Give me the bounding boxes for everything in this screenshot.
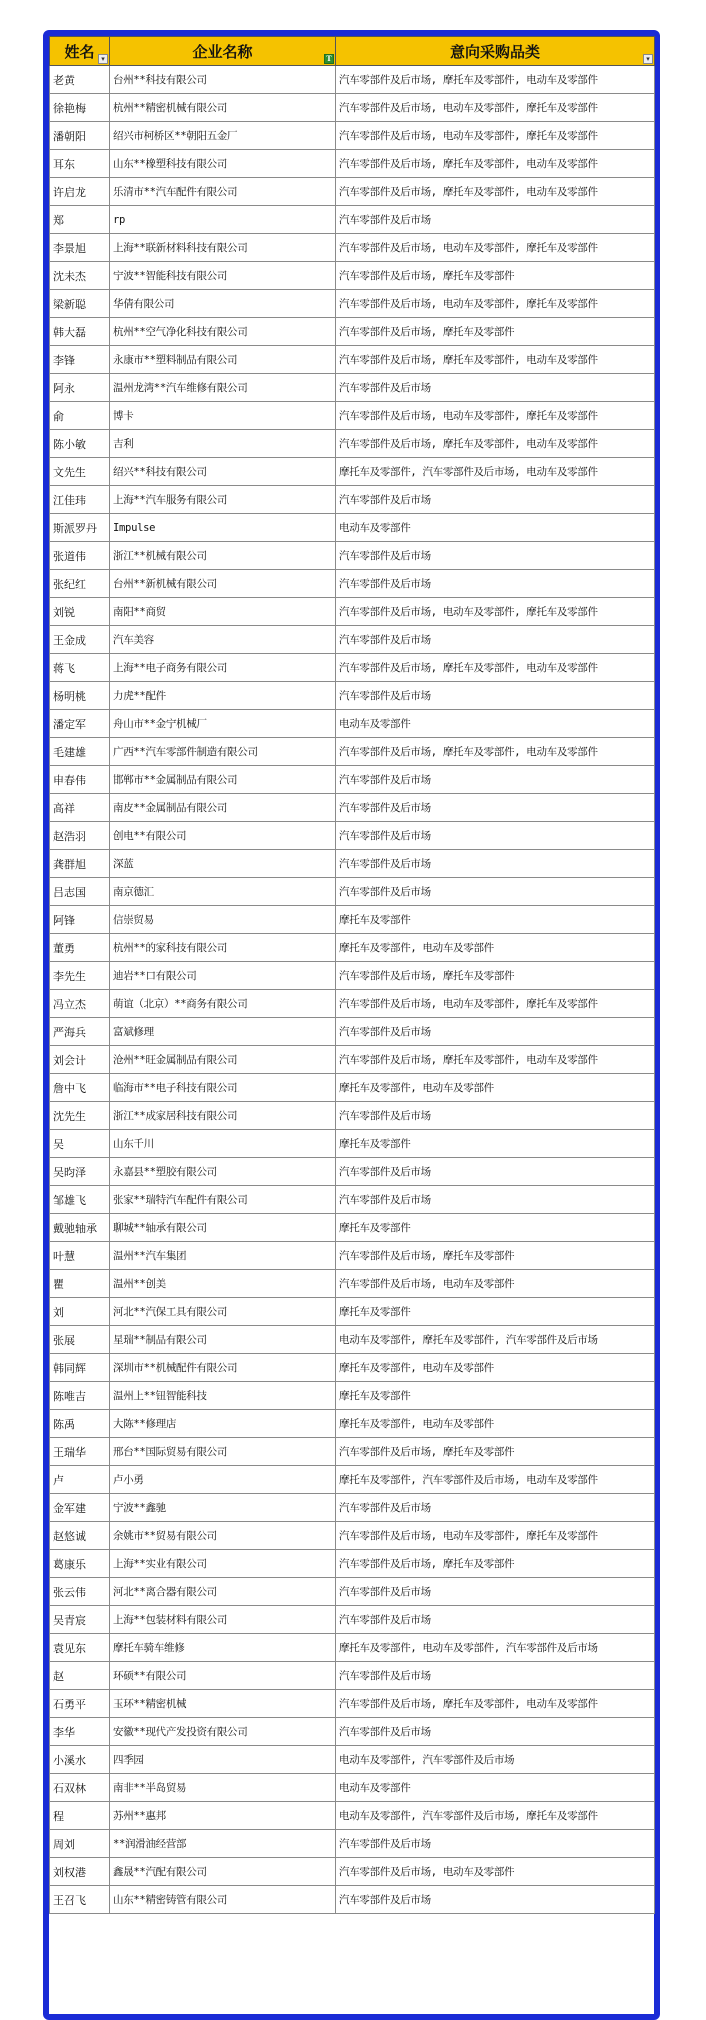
table-row — [50, 1354, 655, 1382]
cell-purchase-category[interactable]: 汽车零部件及后市场, 电动车及零部件, 摩托车及零部件 — [336, 122, 655, 150]
cell-contact-name[interactable]: 戴驰轴承 — [50, 1214, 110, 1242]
cell-purchase-category[interactable]: 摩托车及零部件, 电动车及零部件 — [336, 1354, 655, 1382]
cell-company-name[interactable]: 迪岩**口有限公司 — [110, 962, 336, 990]
cell-contact-name[interactable]: 王召飞 — [50, 1886, 110, 1914]
cell-purchase-category[interactable]: 汽车零部件及后市场, 电动车及零部件, 摩托车及零部件 — [336, 94, 655, 122]
cell-contact-name[interactable]: 高祥 — [50, 794, 110, 822]
table-row — [50, 990, 655, 1018]
cell-purchase-category[interactable]: 汽车零部件及后市场 — [336, 822, 655, 850]
cell-company-name[interactable]: 创电**有限公司 — [110, 822, 336, 850]
cell-purchase-category[interactable]: 汽车零部件及后市场 — [336, 682, 655, 710]
cell-contact-name[interactable]: 王瑞华 — [50, 1438, 110, 1466]
table-row — [50, 1718, 655, 1746]
cell-contact-name[interactable]: 毛建雄 — [50, 738, 110, 766]
table-row — [50, 290, 655, 318]
cell-company-name[interactable]: 台州**科技有限公司 — [110, 66, 336, 94]
cell-contact-name[interactable]: 叶慧 — [50, 1242, 110, 1270]
cell-purchase-category[interactable]: 汽车零部件及后市场 — [336, 206, 655, 234]
cell-company-name[interactable]: 汽车美容 — [110, 626, 336, 654]
cell-purchase-category[interactable]: 汽车零部件及后市场 — [336, 374, 655, 402]
cell-company-name[interactable]: 卢小勇 — [110, 1466, 336, 1494]
table-row — [50, 654, 655, 682]
table-row — [50, 1774, 655, 1802]
cell-company-name[interactable]: 宁波**智能科技有限公司 — [110, 262, 336, 290]
cell-company-name[interactable]: 浙江**机械有限公司 — [110, 542, 336, 570]
cell-contact-name[interactable]: 周刘 — [50, 1830, 110, 1858]
cell-company-name[interactable]: 摩托车骑车维修 — [110, 1634, 336, 1662]
cell-company-name[interactable]: 山东**橡塑科技有限公司 — [110, 150, 336, 178]
cell-contact-name[interactable]: 梁新聪 — [50, 290, 110, 318]
table-row — [50, 1074, 655, 1102]
cell-company-name[interactable]: rp — [110, 206, 336, 234]
cell-purchase-category[interactable]: 汽车零部件及后市场, 摩托车及零部件, 电动车及零部件 — [336, 430, 655, 458]
table-row — [50, 934, 655, 962]
table-row — [50, 262, 655, 290]
cell-contact-name[interactable]: 严海兵 — [50, 1018, 110, 1046]
table-row — [50, 1158, 655, 1186]
cell-company-name[interactable]: 鑫晟**汽配有限公司 — [110, 1858, 336, 1886]
filter-active-icon[interactable]: T — [324, 54, 334, 64]
cell-company-name[interactable]: 杭州**精密机械有限公司 — [110, 94, 336, 122]
cell-company-name[interactable]: 南皮**金属制品有限公司 — [110, 794, 336, 822]
table-row — [50, 178, 655, 206]
filter-dropdown-icon[interactable]: ▾ — [98, 54, 108, 64]
table-row — [50, 850, 655, 878]
table-row — [50, 1830, 655, 1858]
cell-contact-name[interactable]: 韩大磊 — [50, 318, 110, 346]
cell-company-name[interactable]: 绍兴**科技有限公司 — [110, 458, 336, 486]
table-row — [50, 1018, 655, 1046]
cell-contact-name[interactable]: 石勇平 — [50, 1690, 110, 1718]
cell-purchase-category[interactable]: 汽车零部件及后市场 — [336, 1158, 655, 1186]
cell-contact-name[interactable]: 王金成 — [50, 626, 110, 654]
cell-contact-name[interactable]: 潘定军 — [50, 710, 110, 738]
table-row — [50, 66, 655, 94]
table-row — [50, 346, 655, 374]
spreadsheet-table — [49, 36, 655, 1914]
cell-contact-name[interactable]: 沈先生 — [50, 1102, 110, 1130]
cell-company-name[interactable]: 博卡 — [110, 402, 336, 430]
cell-company-name[interactable]: 温州上**钮智能科技 — [110, 1382, 336, 1410]
header-company-label: 企业名称 — [192, 42, 253, 61]
cell-purchase-category[interactable]: 摩托车及零部件 — [336, 1214, 655, 1242]
cell-purchase-category[interactable]: 摩托车及零部件, 电动车及零部件 — [336, 1074, 655, 1102]
cell-company-name[interactable]: 温州**汽车集团 — [110, 1242, 336, 1270]
cell-company-name[interactable]: 临海市**电子科技有限公司 — [110, 1074, 336, 1102]
cell-company-name[interactable]: 宁波**鑫驰 — [110, 1494, 336, 1522]
cell-purchase-category[interactable]: 汽车零部件及后市场 — [336, 878, 655, 906]
table-row — [50, 374, 655, 402]
cell-company-name[interactable]: 广西**汽车零部件制造有限公司 — [110, 738, 336, 766]
cell-company-name[interactable]: 上海**汽车服务有限公司 — [110, 486, 336, 514]
cell-contact-name[interactable]: 斯派罗丹 — [50, 514, 110, 542]
cell-purchase-category[interactable]: 汽车零部件及后市场, 摩托车及零部件 — [336, 262, 655, 290]
cell-contact-name[interactable]: 李锋 — [50, 346, 110, 374]
table-row — [50, 710, 655, 738]
cell-contact-name[interactable]: 李景旭 — [50, 234, 110, 262]
table-row — [50, 1186, 655, 1214]
cell-company-name[interactable]: 绍兴市柯桥区**朝阳五金厂 — [110, 122, 336, 150]
cell-contact-name[interactable]: 张云伟 — [50, 1578, 110, 1606]
cell-company-name[interactable]: 信崇贸易 — [110, 906, 336, 934]
cell-contact-name[interactable]: 小溪水 — [50, 1746, 110, 1774]
cell-purchase-category[interactable]: 汽车零部件及后市场 — [336, 766, 655, 794]
header-category-label: 意向采购品类 — [449, 42, 540, 61]
table-row — [50, 1522, 655, 1550]
cell-company-name[interactable]: Impulse — [110, 514, 336, 542]
table-row — [50, 1634, 655, 1662]
cell-contact-name[interactable]: 阿永 — [50, 374, 110, 402]
cell-purchase-category[interactable]: 汽车零部件及后市场 — [336, 1718, 655, 1746]
cell-company-name[interactable]: 永康市**塑料制品有限公司 — [110, 346, 336, 374]
cell-company-name[interactable]: 邯郸市**金属制品有限公司 — [110, 766, 336, 794]
table-row — [50, 1102, 655, 1130]
cell-company-name[interactable]: 力虎**配件 — [110, 682, 336, 710]
table-row — [50, 766, 655, 794]
table-row — [50, 906, 655, 934]
cell-purchase-category[interactable]: 汽车零部件及后市场, 摩托车及零部件 — [336, 318, 655, 346]
cell-company-name[interactable]: 张家**瑞特汽车配件有限公司 — [110, 1186, 336, 1214]
cell-purchase-category[interactable]: 摩托车及零部件 — [336, 906, 655, 934]
cell-purchase-category[interactable]: 汽车零部件及后市场, 摩托车及零部件, 电动车及零部件 — [336, 654, 655, 682]
cell-contact-name[interactable]: 赵浩羽 — [50, 822, 110, 850]
table-row — [50, 542, 655, 570]
cell-company-name[interactable]: 山东**精密铸管有限公司 — [110, 1886, 336, 1914]
cell-contact-name[interactable]: 程 — [50, 1802, 110, 1830]
cell-purchase-category[interactable]: 电动车及零部件, 汽车零部件及后市场, 摩托车及零部件 — [336, 1802, 655, 1830]
table-row — [50, 150, 655, 178]
cell-company-name[interactable]: 南京德汇 — [110, 878, 336, 906]
cell-company-name[interactable]: 台州**新机械有限公司 — [110, 570, 336, 598]
cell-contact-name[interactable]: 詹中飞 — [50, 1074, 110, 1102]
cell-company-name[interactable]: 深圳市**机械配件有限公司 — [110, 1354, 336, 1382]
cell-company-name[interactable]: 吉利 — [110, 430, 336, 458]
cell-contact-name[interactable]: 许启龙 — [50, 178, 110, 206]
table-row — [50, 598, 655, 626]
table-row — [50, 878, 655, 906]
table-header — [50, 37, 655, 66]
table-row — [50, 1438, 655, 1466]
cell-company-name[interactable]: 大陈**修理店 — [110, 1410, 336, 1438]
cell-company-name[interactable]: 山东千川 — [110, 1130, 336, 1158]
cell-purchase-category[interactable]: 汽车零部件及后市场 — [336, 1606, 655, 1634]
cell-company-name[interactable]: 上海**电子商务有限公司 — [110, 654, 336, 682]
table-body — [50, 66, 655, 1914]
cell-contact-name[interactable]: 李华 — [50, 1718, 110, 1746]
cell-purchase-category[interactable]: 汽车零部件及后市场 — [336, 794, 655, 822]
cell-contact-name[interactable]: 冯立杰 — [50, 990, 110, 1018]
cell-contact-name[interactable]: 卢 — [50, 1466, 110, 1494]
cell-company-name[interactable]: 聊城**轴承有限公司 — [110, 1214, 336, 1242]
table-row — [50, 1746, 655, 1774]
cell-contact-name[interactable]: 阿锋 — [50, 906, 110, 934]
cell-company-name[interactable]: 温州龙湾**汽车维修有限公司 — [110, 374, 336, 402]
cell-contact-name[interactable]: 张纪红 — [50, 570, 110, 598]
cell-contact-name[interactable]: 蒋飞 — [50, 654, 110, 682]
cell-purchase-category[interactable]: 汽车零部件及后市场 — [336, 1494, 655, 1522]
cell-contact-name[interactable]: 俞 — [50, 402, 110, 430]
cell-contact-name[interactable]: 文先生 — [50, 458, 110, 486]
cell-purchase-category[interactable]: 汽车零部件及后市场, 电动车及零部件, 摩托车及零部件 — [336, 234, 655, 262]
cell-contact-name[interactable]: 吴青宸 — [50, 1606, 110, 1634]
cell-purchase-category[interactable]: 汽车零部件及后市场 — [336, 542, 655, 570]
cell-purchase-category[interactable]: 汽车零部件及后市场, 摩托车及零部件, 电动车及零部件 — [336, 1046, 655, 1074]
cell-contact-name[interactable]: 沈未杰 — [50, 262, 110, 290]
header-company[interactable] — [110, 37, 336, 66]
cell-purchase-category[interactable]: 汽车零部件及后市场, 摩托车及零部件, 电动车及零部件 — [336, 150, 655, 178]
cell-purchase-category[interactable]: 摩托车及零部件, 汽车零部件及后市场, 电动车及零部件 — [336, 1466, 655, 1494]
cell-purchase-category[interactable]: 汽车零部件及后市场, 摩托车及零部件, 电动车及零部件 — [336, 178, 655, 206]
cell-purchase-category[interactable]: 汽车零部件及后市场, 电动车及零部件 — [336, 1858, 655, 1886]
cell-company-name[interactable]: 余姚市**贸易有限公司 — [110, 1522, 336, 1550]
table-row — [50, 318, 655, 346]
cell-contact-name[interactable]: 袁见东 — [50, 1634, 110, 1662]
cell-contact-name[interactable]: 金军建 — [50, 1494, 110, 1522]
cell-purchase-category[interactable]: 汽车零部件及后市场 — [336, 1886, 655, 1914]
filter-dropdown-icon[interactable]: ▾ — [643, 54, 653, 64]
cell-company-name[interactable]: 星瑞**制品有限公司 — [110, 1326, 336, 1354]
cell-contact-name[interactable]: 董勇 — [50, 934, 110, 962]
cell-company-name[interactable]: 南非**半岛贸易 — [110, 1774, 336, 1802]
table-row — [50, 1130, 655, 1158]
cell-company-name[interactable]: 邢台**国际贸易有限公司 — [110, 1438, 336, 1466]
cell-company-name[interactable]: 上海**实业有限公司 — [110, 1550, 336, 1578]
cell-contact-name[interactable]: 吴昀泽 — [50, 1158, 110, 1186]
header-name[interactable] — [50, 37, 110, 66]
cell-purchase-category[interactable]: 汽车零部件及后市场, 摩托车及零部件 — [336, 1438, 655, 1466]
cell-contact-name[interactable]: 赵悠诚 — [50, 1522, 110, 1550]
cell-purchase-category[interactable]: 电动车及零部件 — [336, 1774, 655, 1802]
table-row — [50, 458, 655, 486]
cell-contact-name[interactable]: 吴 — [50, 1130, 110, 1158]
cell-purchase-category[interactable]: 汽车零部件及后市场, 电动车及零部件, 摩托车及零部件 — [336, 598, 655, 626]
cell-company-name[interactable]: 富斌修理 — [110, 1018, 336, 1046]
cell-purchase-category[interactable]: 摩托车及零部件, 汽车零部件及后市场, 电动车及零部件 — [336, 458, 655, 486]
cell-contact-name[interactable]: 老黄 — [50, 66, 110, 94]
cell-purchase-category[interactable]: 汽车零部件及后市场 — [336, 486, 655, 514]
cell-company-name[interactable]: 上海**包装材料有限公司 — [110, 1606, 336, 1634]
table-row — [50, 402, 655, 430]
cell-purchase-category[interactable]: 摩托车及零部件 — [336, 1382, 655, 1410]
cell-purchase-category[interactable]: 汽车零部件及后市场, 电动车及零部件, 摩托车及零部件 — [336, 990, 655, 1018]
sheet-frame — [43, 30, 660, 2020]
cell-contact-name[interactable]: 陈小敏 — [50, 430, 110, 458]
cell-purchase-category[interactable]: 汽车零部件及后市场 — [336, 1578, 655, 1606]
table-row — [50, 1662, 655, 1690]
cell-purchase-category[interactable]: 摩托车及零部件, 电动车及零部件 — [336, 934, 655, 962]
table-row — [50, 1494, 655, 1522]
header-category[interactable] — [336, 37, 655, 66]
cell-contact-name[interactable]: 张展 — [50, 1326, 110, 1354]
cell-purchase-category[interactable]: 汽车零部件及后市场 — [336, 1662, 655, 1690]
cell-company-name[interactable]: 华倩有限公司 — [110, 290, 336, 318]
cell-company-name[interactable]: 四季园 — [110, 1746, 336, 1774]
cell-company-name[interactable]: **润滑油经营部 — [110, 1830, 336, 1858]
cell-contact-name[interactable]: 韩同辉 — [50, 1354, 110, 1382]
cell-purchase-category[interactable]: 汽车零部件及后市场, 摩托车及零部件 — [336, 962, 655, 990]
cell-company-name[interactable]: 萌谊（北京）**商务有限公司 — [110, 990, 336, 1018]
cell-contact-name[interactable]: 张道伟 — [50, 542, 110, 570]
cell-purchase-category[interactable]: 汽车零部件及后市场 — [336, 570, 655, 598]
cell-company-name[interactable]: 温州**创美 — [110, 1270, 336, 1298]
cell-company-name[interactable]: 杭州**的家科技有限公司 — [110, 934, 336, 962]
table-row — [50, 122, 655, 150]
table-row — [50, 1690, 655, 1718]
cell-contact-name[interactable]: 陈唯吉 — [50, 1382, 110, 1410]
table-row — [50, 626, 655, 654]
cell-purchase-category[interactable]: 汽车零部件及后市场 — [336, 1186, 655, 1214]
cell-company-name[interactable]: 浙江**成家居科技有限公司 — [110, 1102, 336, 1130]
cell-purchase-category[interactable]: 摩托车及零部件 — [336, 1298, 655, 1326]
cell-company-name[interactable]: 河北**汽保工具有限公司 — [110, 1298, 336, 1326]
cell-contact-name[interactable]: 赵 — [50, 1662, 110, 1690]
table-row — [50, 794, 655, 822]
table-row — [50, 962, 655, 990]
table-row — [50, 1270, 655, 1298]
cell-contact-name[interactable]: 陈禹 — [50, 1410, 110, 1438]
table-row — [50, 1606, 655, 1634]
cell-contact-name[interactable]: 石双林 — [50, 1774, 110, 1802]
cell-purchase-category[interactable]: 汽车零部件及后市场, 摩托车及零部件, 电动车及零部件 — [336, 346, 655, 374]
cell-contact-name[interactable]: 徐艳梅 — [50, 94, 110, 122]
table-row — [50, 1382, 655, 1410]
cell-contact-name[interactable]: 葛康乐 — [50, 1550, 110, 1578]
table-row — [50, 1242, 655, 1270]
table-row — [50, 1298, 655, 1326]
cell-purchase-category[interactable]: 电动车及零部件, 摩托车及零部件, 汽车零部件及后市场 — [336, 1326, 655, 1354]
cell-contact-name[interactable]: 刘锐 — [50, 598, 110, 626]
cell-purchase-category[interactable]: 电动车及零部件 — [336, 710, 655, 738]
table-row — [50, 1214, 655, 1242]
cell-company-name[interactable]: 环硕**有限公司 — [110, 1662, 336, 1690]
table-row — [50, 1578, 655, 1606]
cell-contact-name[interactable]: 潘朝阳 — [50, 122, 110, 150]
table-row — [50, 1046, 655, 1074]
table-row — [50, 682, 655, 710]
table-row — [50, 822, 655, 850]
table-row — [50, 1326, 655, 1354]
cell-purchase-category[interactable]: 电动车及零部件 — [336, 514, 655, 542]
cell-company-name[interactable]: 深蓝 — [110, 850, 336, 878]
cell-purchase-category[interactable]: 汽车零部件及后市场, 摩托车及零部件, 电动车及零部件 — [336, 738, 655, 766]
cell-contact-name[interactable]: 申春伟 — [50, 766, 110, 794]
cell-contact-name[interactable]: 郑 — [50, 206, 110, 234]
cell-contact-name[interactable]: 刘 — [50, 1298, 110, 1326]
table-row — [50, 1858, 655, 1886]
table-row — [50, 514, 655, 542]
cell-purchase-category[interactable]: 汽车零部件及后市场, 摩托车及零部件, 电动车及零部件 — [336, 1690, 655, 1718]
cell-purchase-category[interactable]: 汽车零部件及后市场 — [336, 626, 655, 654]
cell-purchase-category[interactable]: 汽车零部件及后市场, 摩托车及零部件, 电动车及零部件 — [336, 66, 655, 94]
cell-contact-name[interactable]: 李先生 — [50, 962, 110, 990]
cell-purchase-category[interactable]: 摩托车及零部件, 电动车及零部件, 汽车零部件及后市场 — [336, 1634, 655, 1662]
cell-contact-name[interactable]: 耳东 — [50, 150, 110, 178]
table-row — [50, 1466, 655, 1494]
cell-purchase-category[interactable]: 汽车零部件及后市场, 电动车及零部件, 摩托车及零部件 — [336, 290, 655, 318]
cell-contact-name[interactable]: 杨明桃 — [50, 682, 110, 710]
cell-contact-name[interactable]: 刘会计 — [50, 1046, 110, 1074]
table-row — [50, 486, 655, 514]
cell-company-name[interactable]: 河北**离合器有限公司 — [110, 1578, 336, 1606]
cell-contact-name[interactable]: 江佳玮 — [50, 486, 110, 514]
table-row — [50, 1886, 655, 1914]
cell-company-name[interactable]: 沧州**旺金属制品有限公司 — [110, 1046, 336, 1074]
cell-contact-name[interactable]: 瞿 — [50, 1270, 110, 1298]
cell-company-name[interactable]: 苏州**惠邦 — [110, 1802, 336, 1830]
cell-purchase-category[interactable]: 汽车零部件及后市场, 摩托车及零部件 — [336, 1550, 655, 1578]
table-row — [50, 570, 655, 598]
cell-contact-name[interactable]: 邹雄飞 — [50, 1186, 110, 1214]
cell-purchase-category[interactable]: 电动车及零部件, 汽车零部件及后市场 — [336, 1746, 655, 1774]
cell-company-name[interactable]: 南阳**商贸 — [110, 598, 336, 626]
table-row — [50, 1410, 655, 1438]
table-row — [50, 94, 655, 122]
table-row — [50, 738, 655, 766]
cell-purchase-category[interactable]: 汽车零部件及后市场, 电动车及零部件 — [336, 1270, 655, 1298]
cell-purchase-category[interactable]: 汽车零部件及后市场 — [336, 1018, 655, 1046]
table-row — [50, 1802, 655, 1830]
cell-purchase-category[interactable]: 汽车零部件及后市场, 摩托车及零部件 — [336, 1242, 655, 1270]
cell-purchase-category[interactable]: 汽车零部件及后市场 — [336, 1102, 655, 1130]
cell-company-name[interactable]: 舟山市**金宁机械厂 — [110, 710, 336, 738]
cell-company-name[interactable]: 乐清市**汽车配件有限公司 — [110, 178, 336, 206]
cell-contact-name[interactable]: 刘权港 — [50, 1858, 110, 1886]
cell-purchase-category[interactable]: 汽车零部件及后市场, 电动车及零部件, 摩托车及零部件 — [336, 402, 655, 430]
table-row — [50, 234, 655, 262]
table-row — [50, 1550, 655, 1578]
table-row — [50, 430, 655, 458]
header-name-label: 姓名 — [64, 42, 95, 61]
cell-purchase-category[interactable]: 汽车零部件及后市场 — [336, 1830, 655, 1858]
cell-purchase-category[interactable]: 摩托车及零部件, 电动车及零部件 — [336, 1410, 655, 1438]
cell-contact-name[interactable]: 吕志国 — [50, 878, 110, 906]
cell-purchase-category[interactable]: 汽车零部件及后市场 — [336, 850, 655, 878]
cell-purchase-category[interactable]: 汽车零部件及后市场, 电动车及零部件, 摩托车及零部件 — [336, 1522, 655, 1550]
cell-company-name[interactable]: 永嘉县**塑胶有限公司 — [110, 1158, 336, 1186]
table-row — [50, 206, 655, 234]
cell-purchase-category[interactable]: 摩托车及零部件 — [336, 1130, 655, 1158]
cell-contact-name[interactable]: 龚群旭 — [50, 850, 110, 878]
cell-company-name[interactable]: 安徽**现代产发投资有限公司 — [110, 1718, 336, 1746]
cell-company-name[interactable]: 玉环**精密机械 — [110, 1690, 336, 1718]
cell-company-name[interactable]: 上海**联新材料科技有限公司 — [110, 234, 336, 262]
cell-company-name[interactable]: 杭州**空气净化科技有限公司 — [110, 318, 336, 346]
